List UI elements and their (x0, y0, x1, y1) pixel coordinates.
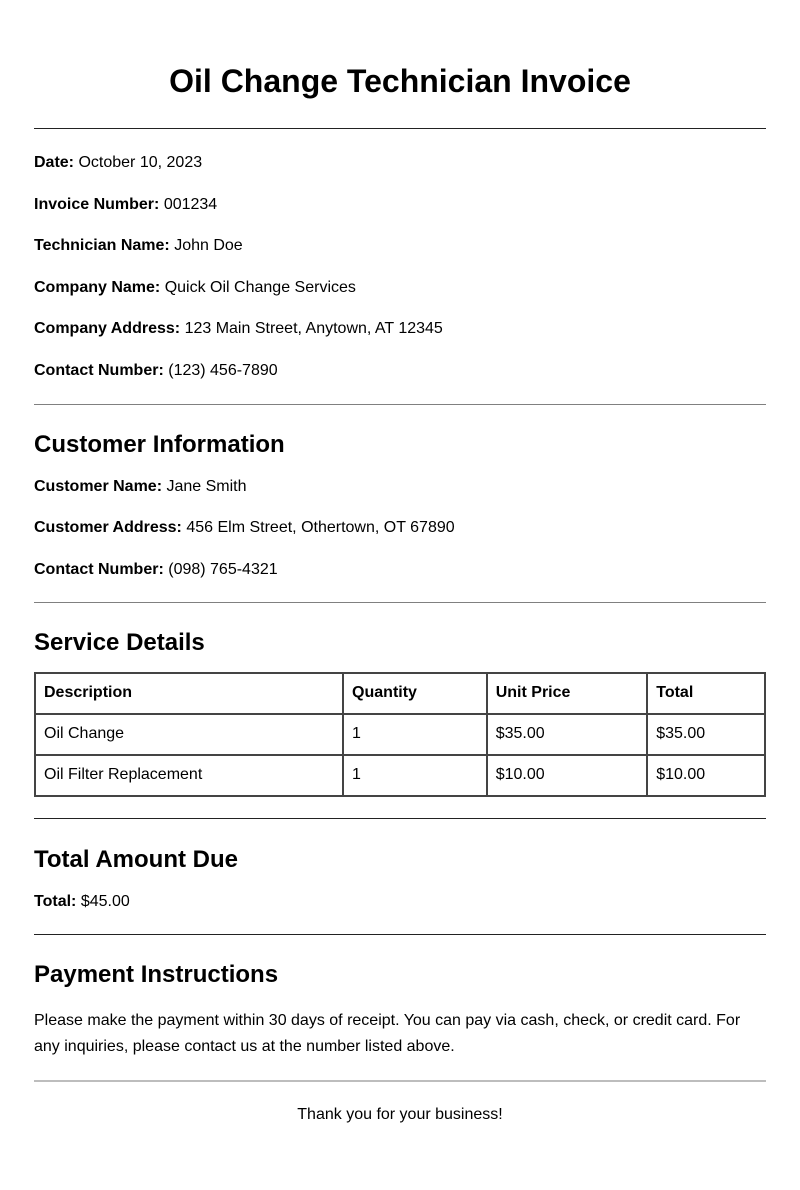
technician-name-label: Technician Name: (34, 237, 170, 254)
payment-instructions-heading: Payment Instructions (34, 960, 279, 988)
column-header-quantity: Quantity (343, 673, 487, 714)
total-amount (34, 892, 766, 912)
total-label: Total: (34, 892, 77, 910)
company-address (34, 319, 766, 339)
cell-description: Oil Filter Replacement (35, 755, 343, 796)
company-contact-label: Contact Number: (34, 361, 164, 379)
column-header-unit-price: Unit Price (487, 673, 648, 714)
customer-name-value: Jane Smith (166, 477, 247, 495)
page-title: Oil Change Technician Invoice (169, 63, 631, 99)
cell-total: $10.00 (647, 755, 765, 796)
customer-contact-label: Contact Number: (34, 560, 164, 578)
cell-total: $35.00 (647, 714, 765, 755)
customer-address-value: 456 Elm Street, Othertown, OT 67890 (186, 519, 455, 536)
service-table (34, 672, 766, 797)
company-name-label: Company Name: (34, 278, 161, 296)
cell-quantity: 1 (343, 755, 487, 796)
cell-description: Oil Change (35, 714, 343, 755)
table-header-row (35, 673, 765, 714)
customer-name (34, 477, 766, 497)
thank-you-message: Thank you for your business! (297, 1105, 503, 1123)
invoice-number-value: 001234 (163, 195, 218, 213)
total-due-heading: Total Amount Due (34, 845, 238, 873)
invoice-number-label: Invoice Number: (34, 195, 160, 213)
customer-address (34, 518, 766, 538)
invoice-page (34, 0, 766, 1125)
technician-name-value: John Doe (174, 237, 243, 254)
company-address-value: 123 Main Street, Anytown, AT 12345 (184, 320, 443, 337)
customer-address-label: Customer Address: (34, 519, 182, 536)
customer-contact-value: (098) 765-4321 (168, 560, 278, 578)
company-name-value: Quick Oil Change Services (164, 278, 356, 296)
service-details-heading: Service Details (34, 628, 205, 656)
invoice-date (34, 153, 766, 173)
customer-info-heading: Customer Information (34, 430, 285, 458)
company-address-label: Company Address: (34, 320, 181, 337)
table-row (35, 714, 765, 755)
customer-name-label: Customer Name: (34, 477, 163, 495)
table-row (35, 755, 765, 796)
company-name (34, 278, 766, 298)
payment-instructions-text: Please make the payment within 30 days of receipt. You can pay via cash, check, or credit card. For any inquiries, please contact us at the number listed above. (34, 1011, 741, 1055)
total-value: $45.00 (80, 892, 130, 910)
company-contact-value: (123) 456-7890 (168, 361, 278, 379)
invoice-date-value: October 10, 2023 (78, 154, 203, 171)
cell-unit-price: $10.00 (487, 755, 648, 796)
cell-unit-price: $35.00 (487, 714, 648, 755)
column-header-total: Total (647, 673, 765, 714)
cell-quantity: 1 (343, 714, 487, 755)
column-header-description: Description (35, 673, 343, 714)
customer-contact-number (34, 560, 766, 580)
invoice-date-label: Date: (34, 154, 75, 171)
company-contact-number (34, 361, 766, 381)
invoice-number (34, 195, 766, 215)
technician-name (34, 236, 766, 256)
